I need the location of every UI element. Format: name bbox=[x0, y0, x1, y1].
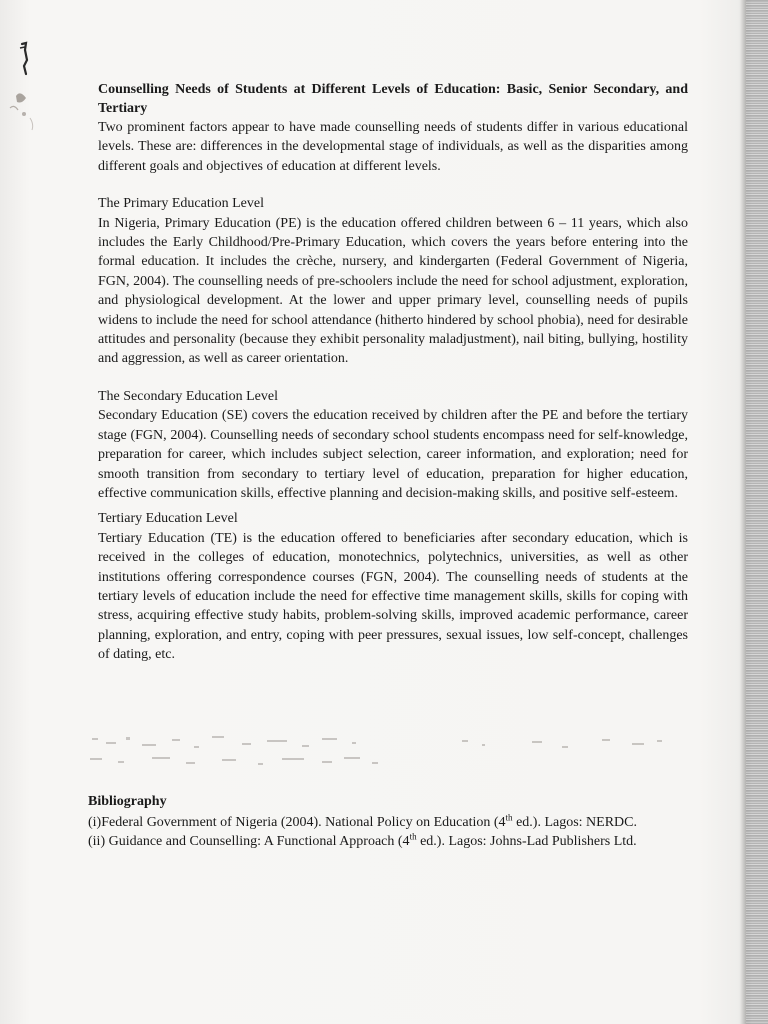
bibliography-heading: Bibliography bbox=[88, 794, 167, 809]
margin-smudge bbox=[4, 30, 44, 140]
section-body-primary: In Nigeria, Primary Education (PE) is the education offered children between 6 – 11 years, which also includes the Early Childhood/Pre-Primary Education, which covers the years before entering into the formal education. It includes the crèche, nursery, and kindergarten (Federal Government of Nigeria, FGN, 2004). The counselling needs of pre-schoolers include the need for school adjustment, exploration, and physiological development. At the lower and upper primary level, counselling needs of pupils widens to include the need for school attendance (hitherto hindered by school phobia), need for desirable attitudes and personality (because they exhibit personality maladjustment), nail biting, bullying, hostility and aggression, as well as career orientation. bbox=[98, 215, 688, 367]
article-body bbox=[98, 80, 688, 665]
intro-paragraph: Two prominent factors appear to have made counselling needs of students differ in various educational levels. These are: differences in the developmental stage of individuals, as well as the disparities among different goals and objectives of education at different levels. bbox=[98, 120, 688, 174]
stacked-pages-edge bbox=[746, 0, 768, 1024]
bibliography bbox=[88, 792, 688, 851]
section-heading-tertiary: Tertiary Education Level bbox=[98, 511, 238, 527]
article-title: Counselling Needs of Students at Different Levels of Education: Basic, Senior Secondary, and Tertiary bbox=[98, 82, 688, 116]
faded-print-artifact bbox=[82, 728, 682, 772]
section-body-tertiary: Tertiary Education (TE) is the education offered to beneficiaries after secondary education, which is received in the colleges of education, monotechnics, polytechnics, universities, as well as other institutions offering correspondence courses (FGN, 2004). The counselling needs of students at the tertiary levels of education include the need for effective time management skills, skills for coping with stress, acquiring effective study habits, problem-solving skills, improved academic performance, career planning, exploration, and entry, coping with peer pressures, sexual issues, low self-concept, challenges of dating, etc. bbox=[98, 530, 688, 663]
bibliography-entry: (i)Federal Government of Nigeria (2004). National Policy on Education (4th ed.). Lagos: NERDC. bbox=[88, 812, 637, 830]
bibliography-entry: (ii) Guidance and Counselling: A Functional Approach (4th ed.). Lagos: Johns-Lad Publishers Ltd. bbox=[88, 831, 637, 849]
section-body-secondary: Secondary Education (SE) covers the education received by children after the PE and before the tertiary stage (FGN, 2004). Counselling needs of secondary school students encompass need for self-knowledge, preparation for career, which includes subject selection, career information, and exploration; need for smooth transition from secondary to tertiary level of education, preparation for higher education, effective communication skills, effective planning and decision-making skills, and positive self-esteem. bbox=[98, 408, 688, 501]
section-heading-secondary: The Secondary Education Level bbox=[98, 388, 278, 404]
section-heading-primary: The Primary Education Level bbox=[98, 196, 264, 212]
